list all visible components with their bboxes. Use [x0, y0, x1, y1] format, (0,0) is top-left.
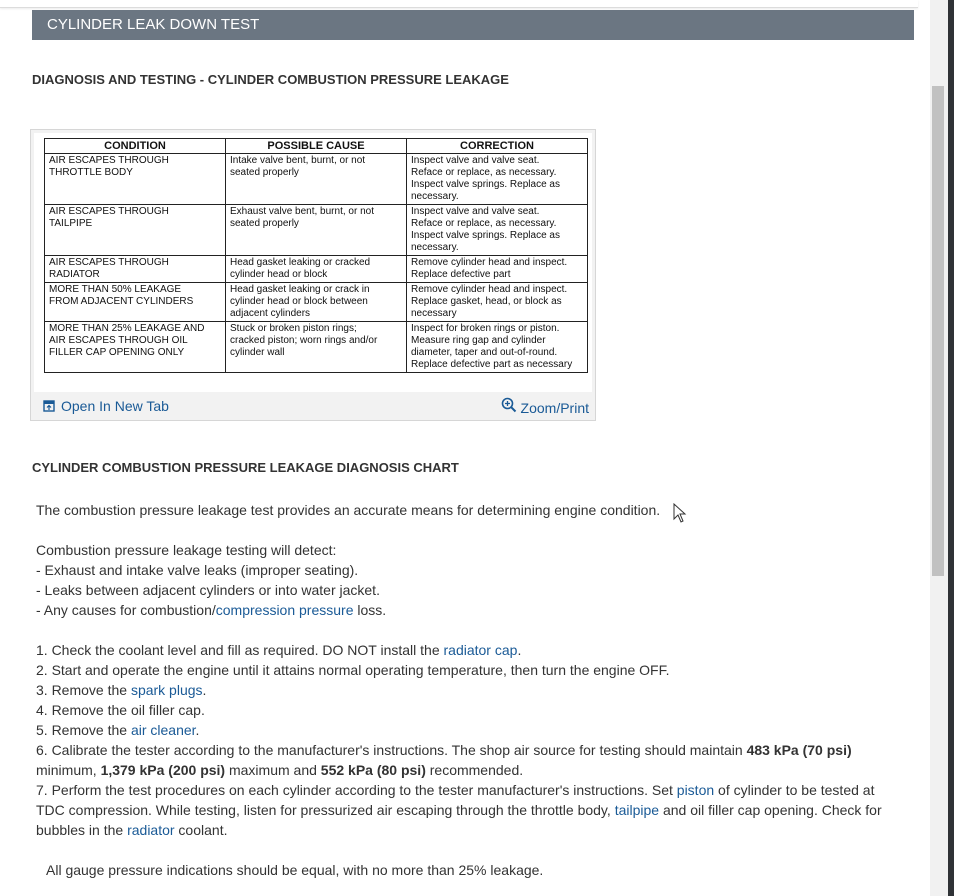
- table-row: [45, 256, 588, 283]
- step-3: [32, 680, 902, 700]
- table-cell-cause: [226, 283, 407, 322]
- zoom-print-link[interactable]: [501, 394, 589, 416]
- cell-line: cylinder head or block between: [230, 296, 368, 307]
- cell-line: necessary.: [411, 242, 459, 253]
- cell-line: Inspect valve and valve seat.: [411, 206, 540, 217]
- section-header: CYLINDER LEAK DOWN TEST: [32, 10, 914, 40]
- cell-line: Head gasket leaking or crack in: [230, 284, 370, 295]
- mouse-cursor-icon: [673, 503, 687, 523]
- step-6-text-2: minimum,: [36, 762, 101, 778]
- cell-line: cylinder head or block: [230, 269, 328, 280]
- detect-item-3: [32, 600, 902, 620]
- procedure-content: [32, 500, 902, 880]
- cell-line: FROM ADJACENT CYLINDERS: [49, 296, 194, 307]
- gauge-note: All gauge pressure indications should be equal, with no more than 25% leakage.: [46, 862, 544, 878]
- table-cell-correction: [407, 283, 588, 322]
- cell-line: Inspect valve and valve seat.: [411, 155, 540, 166]
- cell-line: seated properly: [230, 167, 299, 178]
- step-6-value-recommended: 552 kPa (80 psi): [320, 762, 426, 778]
- step-6-value-max: 1,379 kPa (200 psi): [100, 762, 226, 778]
- open-tab-icon: [43, 400, 55, 412]
- scroll-track[interactable]: [930, 0, 948, 896]
- table-cell-correction: [407, 322, 588, 373]
- cell-line: Intake valve bent, burnt, or not: [230, 155, 366, 166]
- cell-line: AIR ESCAPES THROUGH: [49, 155, 169, 166]
- cell-line: necessary.: [411, 191, 459, 202]
- cell-line: AIR ESCAPES THROUGH OIL: [49, 335, 188, 346]
- detect-item-1: - Exhaust and intake valve leaks (improper seating).: [36, 562, 359, 578]
- table-row: [45, 322, 588, 373]
- header-possible-cause: POSSIBLE CAUSE: [226, 139, 407, 154]
- cell-line: MORE THAN 25% LEAKAGE AND: [49, 323, 205, 334]
- detect-item-2: - Leaks between adjacent cylinders or into water jacket.: [36, 582, 380, 598]
- step-6-text: 6. Calibrate the tester according to the manufacturer's instructions. The shop air source for testing should maintain: [36, 742, 747, 758]
- cell-line: FILLER CAP OPENING ONLY: [49, 347, 185, 358]
- step-7-text: 7. Perform the test procedures on each cylinder according to the tester manufacturer's instructions. Set: [36, 782, 677, 798]
- table-row: [45, 283, 588, 322]
- step-7: [32, 780, 902, 840]
- cell-line: cylinder wall: [230, 347, 285, 358]
- step-5-text: 5. Remove the: [36, 722, 131, 738]
- figure-image: [34, 133, 592, 392]
- table-cell-cause: [226, 322, 407, 373]
- step-1-text: 1. Check the coolant level and fill as required. DO NOT install the: [36, 642, 444, 658]
- table-cell-correction: [407, 205, 588, 256]
- table-cell-condition: [45, 205, 226, 256]
- cell-line: adjacent cylinders: [230, 308, 311, 319]
- step-6: [32, 740, 902, 780]
- step-4: 4. Remove the oil filler cap.: [36, 702, 205, 718]
- cell-line: MORE THAN 50% LEAKAGE: [49, 284, 182, 295]
- table-cell-correction: [407, 154, 588, 205]
- cell-line: Replace gasket, head, or block as: [411, 296, 562, 307]
- step-6-value-min: 483 kPa (70 psi): [746, 742, 852, 758]
- table-cell-condition: [45, 283, 226, 322]
- zoom-print-label: Zoom/Print: [520, 400, 589, 416]
- cell-line: Remove cylinder head and inspect.: [411, 257, 568, 268]
- cell-line: Replace defective part as necessary: [411, 359, 573, 370]
- cell-line: Inspect valve springs. Replace as: [411, 179, 560, 190]
- step-5: [32, 720, 902, 740]
- step-5-end: .: [195, 722, 200, 738]
- cell-line: RADIATOR: [49, 269, 100, 280]
- cell-line: Exhaust valve bent, burnt, or not: [230, 206, 374, 217]
- diagnosis-heading: DIAGNOSIS AND TESTING - CYLINDER COMBUSTION PRESSURE LEAKAGE: [32, 72, 509, 87]
- cell-line: Inspect for broken rings or piston.: [411, 323, 560, 334]
- cell-line: cracked piston; worn rings and/or: [230, 335, 378, 346]
- step-3-text: 3. Remove the: [36, 682, 131, 698]
- table-cell-cause: [226, 154, 407, 205]
- cell-line: Measure ring gap and cylinder: [411, 335, 546, 346]
- open-new-tab-label: Open In New Tab: [61, 398, 169, 414]
- cell-line: Reface or replace, as necessary.: [411, 167, 557, 178]
- cell-line: Stuck or broken piston rings;: [230, 323, 357, 334]
- detect-item-3-text: - Any causes for combustion/: [36, 602, 216, 618]
- cell-line: TAILPIPE: [49, 218, 93, 229]
- detect-item-3-end: loss.: [353, 602, 387, 618]
- table-cell-condition: [45, 322, 226, 373]
- scroll-thumb[interactable]: [932, 86, 944, 576]
- detect-lead: Combustion pressure leakage testing will detect:: [36, 542, 337, 558]
- cell-line: AIR ESCAPES THROUGH: [49, 206, 169, 217]
- diagnosis-table: [44, 138, 588, 373]
- table-cell-cause: [226, 205, 407, 256]
- table-cell-condition: [45, 256, 226, 283]
- cell-line: necessary: [411, 308, 457, 319]
- table-row: [45, 154, 588, 205]
- compression-pressure-link[interactable]: compression pressure: [215, 602, 354, 618]
- cell-line: seated properly: [230, 218, 299, 229]
- table-cell-condition: [45, 154, 226, 205]
- cell-line: Reface or replace, as necessary.: [411, 218, 557, 229]
- tailpipe-link[interactable]: tailpipe: [614, 802, 660, 818]
- table-row: [45, 205, 588, 256]
- cell-line: Replace defective part: [411, 269, 511, 280]
- open-new-tab-link[interactable]: [43, 398, 169, 414]
- step-2: 2. Start and operate the engine until it attains normal operating temperature, then turn the engine OFF.: [36, 662, 670, 678]
- cell-line: diameter, taper and out-of-round.: [411, 347, 558, 358]
- step-7-text-3: and oil filler cap opening. Check for bubbles in the: [36, 802, 882, 838]
- radiator-cap-link[interactable]: radiator cap: [443, 642, 518, 658]
- step-7-text-2: of cylinder to be tested at TDC compression. While testing, listen for pressurized air escaping through the throttle body,: [36, 782, 875, 818]
- radiator-link[interactable]: radiator: [127, 822, 175, 838]
- scrollbar[interactable]: [930, 0, 954, 896]
- zoom-in-icon: [501, 397, 517, 413]
- step-3-end: .: [202, 682, 207, 698]
- diagnosis-figure: [30, 129, 596, 421]
- top-bar: [0, 0, 918, 8]
- cell-line: Inspect valve springs. Replace as: [411, 230, 560, 241]
- cell-line: Remove cylinder head and inspect.: [411, 284, 568, 295]
- step-7-end: coolant.: [174, 822, 228, 838]
- table-cell-cause: [226, 256, 407, 283]
- diagnosis-chart-heading: CYLINDER COMBUSTION PRESSURE LEAKAGE DIAGNOSIS CHART: [32, 460, 459, 475]
- step-6-text-3: maximum and: [225, 762, 321, 778]
- piston-link[interactable]: piston: [676, 782, 715, 798]
- spark-plugs-link[interactable]: spark plugs: [130, 682, 203, 698]
- cell-line: THROTTLE BODY: [49, 167, 133, 178]
- header-condition: CONDITION: [45, 139, 226, 154]
- table-cell-correction: [407, 256, 588, 283]
- step-1-end: .: [517, 642, 522, 658]
- table-header-row: [45, 139, 588, 154]
- step-6-end: recommended.: [425, 762, 524, 778]
- cell-line: Head gasket leaking or cracked: [230, 257, 371, 268]
- air-cleaner-link[interactable]: air cleaner: [130, 722, 196, 738]
- intro-paragraph: The combustion pressure leakage test provides an accurate means for determining engine condition.: [36, 502, 661, 518]
- header-correction: CORRECTION: [407, 139, 588, 154]
- step-1: [32, 640, 902, 660]
- cell-line: AIR ESCAPES THROUGH: [49, 257, 169, 268]
